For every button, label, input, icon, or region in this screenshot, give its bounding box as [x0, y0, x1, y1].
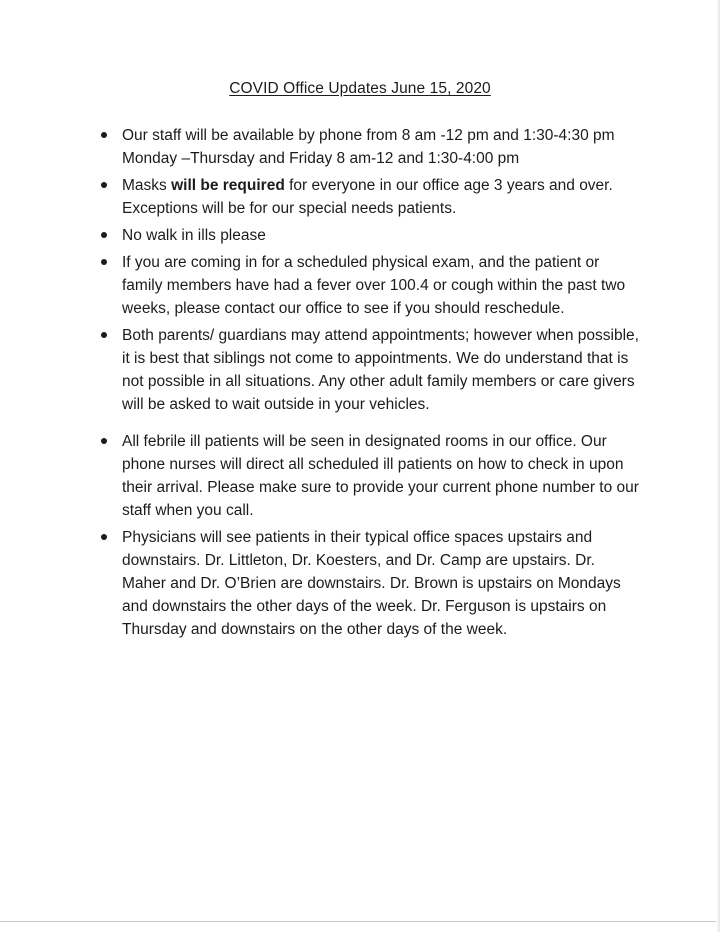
masks-text-bold: will be required [171, 177, 285, 194]
list-item-text: Physicians will see patients in their typical office spaces upstairs and downstairs. Dr. Littleton, Dr. Koesters, and Dr. Camp are upstairs. Dr. Maher and Dr. O’Brien are downstairs. Dr. Brown is upstairs on Mondays and downstairs the other days of the week. Dr. Ferguson is upstairs on Thursday and downstairs on the other days of the week. [122, 529, 621, 638]
list-item-text [122, 174, 643, 220]
bullet-icon [101, 182, 107, 188]
bullet-icon [101, 534, 107, 540]
update-list [98, 124, 643, 645]
list-item-physicians [98, 526, 643, 641]
list-item-text: Our staff will be available by phone from 8 am -12 pm and 1:30-4:30 pm Monday –Thursday and Friday 8 am-12 and 1:30-4:00 pm [122, 127, 615, 167]
list-item-text: Both parents/ guardians may attend appointments; however when possible, it is best that siblings not come to appointments. We do understand that is not possible in all situations. Any other adult family members or care givers will be asked to wait outside in your vehicles. [122, 327, 639, 413]
list-item-phone-hours [98, 124, 643, 170]
list-item-physical-exam [98, 251, 643, 320]
masks-text-after: for everyone in our office age 3 years and over. Exceptions will be for our special needs patients. [122, 177, 613, 217]
bullet-icon [101, 259, 107, 265]
bullet-icon [101, 332, 107, 338]
list-item-masks [98, 174, 643, 220]
list-item-walk-in [98, 224, 643, 247]
document-title: COVID Office Updates June 15, 2020 [229, 80, 491, 97]
bullet-icon [101, 232, 107, 238]
list-item-text: No walk in ills please [122, 227, 266, 244]
list-item-text: If you are coming in for a scheduled physical exam, and the patient or family members have had a fever over 100.4 or cough within the past two weeks, please contact our office to see if you should reschedule. [122, 254, 626, 317]
list-item-text: All febrile ill patients will be seen in designated rooms in our office. Our phone nurses will direct all scheduled ill patients on how to check in upon their arrival. Please make sure to provide your current phone number to our staff when you call. [122, 433, 639, 519]
scan-edge-shadow [716, 0, 720, 932]
bullet-icon [101, 438, 107, 444]
list-item-febrile [98, 430, 643, 522]
bullet-icon [101, 132, 107, 138]
scan-edge-line [0, 921, 720, 922]
masks-text-before: Masks [122, 177, 172, 194]
list-item-parents [98, 324, 643, 416]
